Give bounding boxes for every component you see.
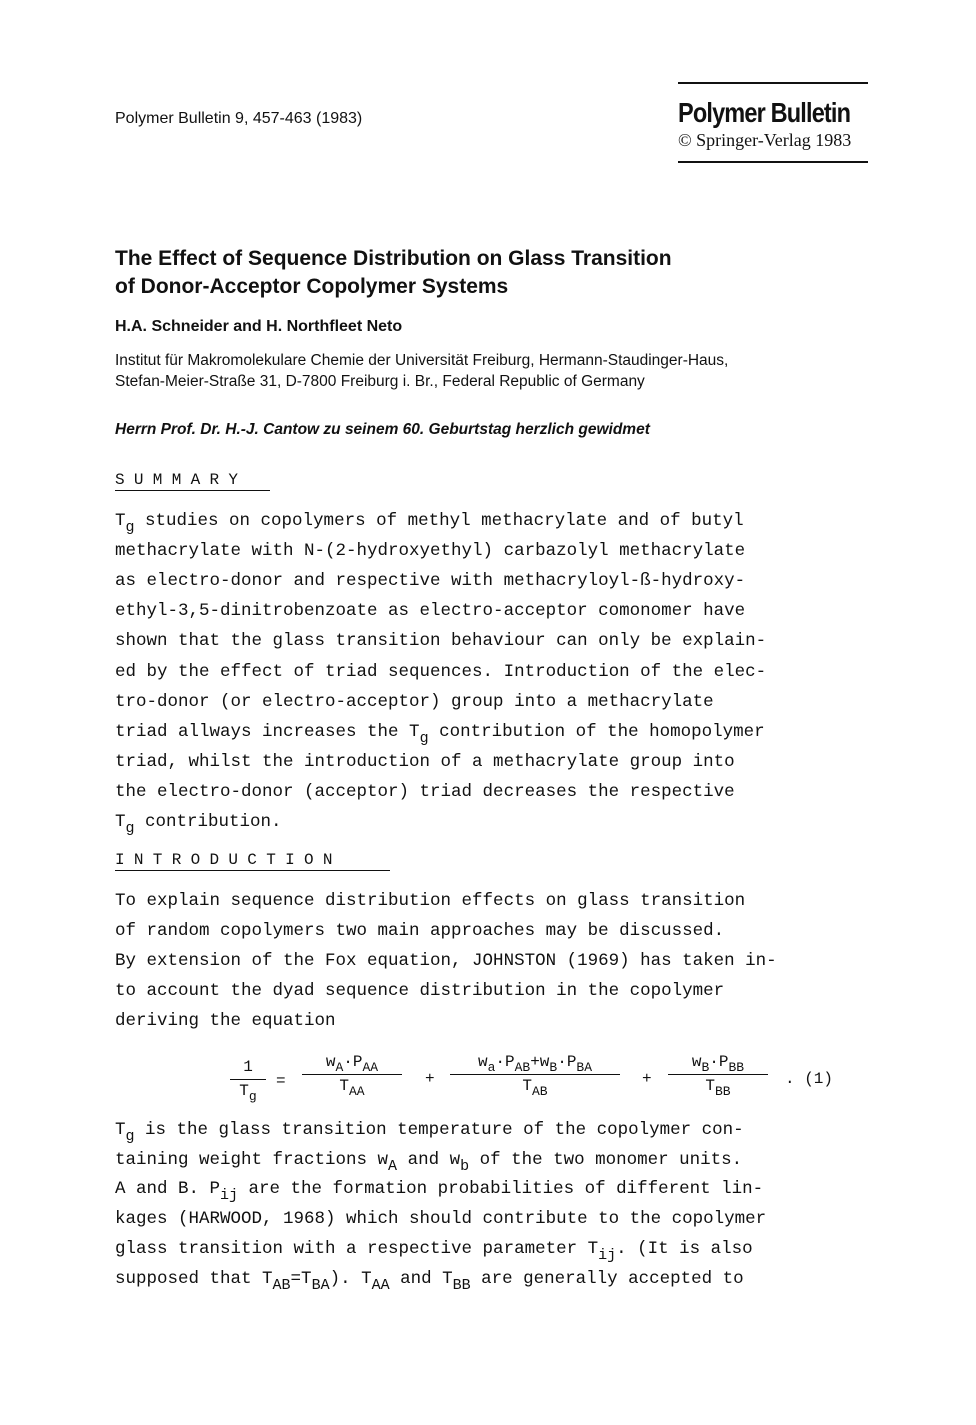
equation-term-ab xyxy=(450,1053,620,1099)
introduction-heading-underline xyxy=(115,870,390,871)
body-text-line: Tg studies on copolymers of methyl methacrylate and of butyl xyxy=(115,511,744,536)
fraction-bar xyxy=(302,1074,402,1075)
affiliation xyxy=(115,350,875,392)
equation-1 xyxy=(230,1048,850,1110)
body-text-line: supposed that TAB=TBA). TAA and TBB are generally accepted to xyxy=(115,1268,744,1294)
masthead-top-rule xyxy=(678,82,868,84)
body-text-line: To explain sequence distribution effects on glass transition xyxy=(115,891,746,911)
body-text-line: By extension of the Fox equation, JOHNSTON (1969) has taken in- xyxy=(115,951,777,971)
body-text-line: ed by the effect of triad sequences. Introduction of the elec- xyxy=(115,661,767,682)
body-text-line: deriving the equation xyxy=(115,1011,336,1031)
copyright-notice: © Springer-Verlag 1983 xyxy=(678,130,852,150)
fraction-bar xyxy=(668,1074,768,1075)
authors: H.A. Schneider and H. Northfleet Neto xyxy=(115,318,403,335)
affiliation-line: Institut für Makromolekulare Chemie der Universität Freiburg, Hermann-Staudinger-Haus, xyxy=(115,352,729,369)
journal-citation: Polymer Bulletin 9, 457-463 (1983) xyxy=(115,110,363,127)
body-text-line: the electro-donor (acceptor) triad decreases the respective xyxy=(115,781,735,802)
body-text-line: of random copolymers two main approaches may be discussed. xyxy=(115,921,725,941)
affiliation-line: Stefan-Meier-Straße 31, D-7800 Freiburg i. Br., Federal Republic of Germany xyxy=(115,373,645,390)
term-bb-numerator: $w_B\cdot P_{BB}$ xyxy=(691,1053,745,1075)
body-text-line: taining weight fractions wA and wb of the two monomer units. xyxy=(115,1149,743,1175)
equation-lhs-fraction xyxy=(230,1058,266,1104)
body-text-line: Tg contribution. xyxy=(115,812,282,837)
title-line: The Effect of Sequence Distribution on Glass Transition xyxy=(115,247,672,270)
journal-masthead xyxy=(678,82,868,163)
body-text-line: A and B. Pij are the formation probabilities of different lin- xyxy=(115,1179,764,1205)
body-text-line: shown that the glass transition behaviour can only be explain- xyxy=(115,631,767,652)
fraction-bar xyxy=(450,1074,620,1075)
body-text-line: ethyl-3,5-dinitrobenzoate as electro-acceptor comonomer have xyxy=(115,601,746,622)
body-text-line: triad allways increases the Tg contribution of the homopolymer xyxy=(115,721,765,747)
journal-name: Polymer Bulletin xyxy=(678,97,851,128)
body-text-line: kages (HARWOOD, 1968) which should contribute to the copolymer xyxy=(115,1209,767,1230)
masthead-bottom-rule xyxy=(678,161,868,163)
body-text-line: methacrylate with N-(2-hydroxyethyl) carbazolyl methacrylate xyxy=(115,541,746,562)
term-aa-numerator: $w_A\cdot P_{AA}$ xyxy=(325,1053,379,1075)
body-text-line: glass transition with a respective parameter Tij. (It is also xyxy=(115,1238,753,1264)
equation-term-bb xyxy=(668,1053,768,1099)
summary-heading-underline xyxy=(115,490,270,491)
introduction-heading: INTRODUCTION xyxy=(115,851,342,869)
dedication: Herrn Prof. Dr. H.-J. Cantow zu seinem 60. Geburtstag herzlich gewidmet xyxy=(115,421,650,438)
equation-lhs-numerator: 1 xyxy=(243,1058,253,1076)
body-text-line: as electro-donor and respective with methacryloyl-ß-hydroxy- xyxy=(115,571,746,592)
plus-sign: + xyxy=(425,1070,435,1088)
fraction-bar xyxy=(230,1079,266,1080)
plus-sign: + xyxy=(642,1070,652,1088)
equals-sign: = xyxy=(276,1072,286,1090)
body-text-line: Tg is the glass transition temperature of the copolymer con- xyxy=(115,1120,744,1145)
body-text-line: tro-donor (or electro-acceptor) group into a methacrylate xyxy=(115,691,714,712)
body-text-line: triad, whilst the introduction of a methacrylate group into xyxy=(115,751,735,772)
summary-heading: SUMMARY xyxy=(115,471,248,489)
equation-number: . (1) xyxy=(785,1070,834,1088)
equation-term-aa xyxy=(302,1053,402,1099)
term-ab-numerator: $w_a\cdot P_{AB}+w_B\cdot P_{BA}$ xyxy=(477,1053,593,1075)
term-aa-denominator: $T_{AA}$ xyxy=(339,1077,365,1099)
term-bb-denominator: $T_{BB}$ xyxy=(705,1077,731,1099)
article-title xyxy=(115,245,875,301)
title-line: of Donor-Acceptor Copolymer Systems xyxy=(115,275,509,298)
equation-lhs-denominator: $T_g$ xyxy=(239,1082,257,1104)
term-ab-denominator: $T_{AB}$ xyxy=(522,1077,548,1099)
body-text-line: to account the dyad sequence distribution in the copolymer xyxy=(115,981,725,1001)
